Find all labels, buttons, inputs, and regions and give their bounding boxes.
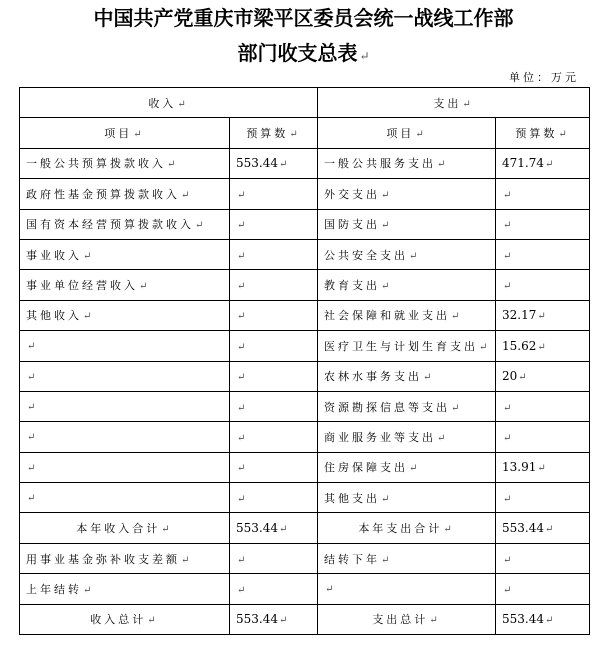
- income-item-label: ↵: [20, 391, 230, 421]
- expense-budget-value: 32.17↵: [496, 300, 590, 330]
- income-budget-value: ↵: [230, 574, 318, 604]
- income-budget-value: 553.44↵: [230, 148, 318, 178]
- unit-label: 单位：万元: [509, 71, 579, 84]
- expense-budget-value: 15.62↵: [496, 331, 590, 361]
- income-budget-value: ↵: [230, 300, 318, 330]
- expense-item-label: 教育支出↵: [318, 270, 496, 300]
- income-item-label: 本年收入合计↵: [20, 513, 230, 543]
- income-budget-value: 553.44↵: [230, 513, 318, 543]
- income-budget-value: 553.44↵: [230, 604, 318, 634]
- table-row: [20, 361, 590, 391]
- income-budget-value: ↵: [230, 483, 318, 513]
- income-budget-value: ↵: [230, 270, 318, 300]
- expense-item-label: 其他支出↵: [318, 483, 496, 513]
- table-row: [20, 239, 590, 269]
- year-total-row: [20, 513, 590, 543]
- expense-item-label: ↵: [318, 574, 496, 604]
- expense-item-label: 一般公共服务支出↵: [318, 148, 496, 178]
- income-budget-value: ↵: [230, 452, 318, 482]
- expense-budget-value: ↵: [496, 391, 590, 421]
- table-row: [20, 148, 590, 178]
- expense-item-label: 本年支出合计↵: [318, 513, 496, 543]
- income-item-label: 一般公共预算拨款收入↵: [20, 148, 230, 178]
- income-item-label: 国有资本经营预算拨款收入↵: [20, 209, 230, 239]
- expense-item-label: 农林水事务支出↵: [318, 361, 496, 391]
- grand-total-row: [20, 604, 590, 634]
- expense-item-label: 公共安全支出↵: [318, 239, 496, 269]
- expense-item-label: 外交支出↵: [318, 179, 496, 209]
- income-budget-value: ↵: [230, 239, 318, 269]
- expense-item-label: 结转下年↵: [318, 543, 496, 573]
- expense-item-label: 社会保障和就业支出↵: [318, 300, 496, 330]
- expense-item-label: 医疗卫生与计划生育支出↵: [318, 331, 496, 361]
- expense-budget-value: 13.91↵: [496, 452, 590, 482]
- income-budget-value: ↵: [230, 391, 318, 421]
- table-row: [20, 270, 590, 300]
- expense-item-header: 项目↵: [318, 118, 496, 148]
- income-item-label: 上年结转↵: [20, 574, 230, 604]
- income-budget-value: ↵: [230, 331, 318, 361]
- expense-item-label: 国防支出↵: [318, 209, 496, 239]
- income-item-label: 收入总计↵: [20, 604, 230, 634]
- table-row: [20, 574, 590, 604]
- expense-budget-header: 预算数↵: [496, 118, 590, 148]
- table-row: [20, 391, 590, 421]
- income-header: 收入↵: [20, 88, 318, 118]
- income-budget-value: ↵: [230, 422, 318, 452]
- expense-item-label: 资源勘探信息等支出↵: [318, 391, 496, 421]
- expense-header: 支出↵: [318, 88, 590, 118]
- income-item-label: 事业单位经营收入↵: [20, 270, 230, 300]
- table-row: [20, 209, 590, 239]
- table-row: [20, 483, 590, 513]
- income-item-label: ↵: [20, 331, 230, 361]
- income-budget-header: 预算数↵: [230, 118, 318, 148]
- income-item-label: 用事业基金弥补收支差额↵: [20, 543, 230, 573]
- expense-budget-value: ↵: [496, 483, 590, 513]
- income-budget-value: ↵: [230, 179, 318, 209]
- expense-budget-value: 553.44↵: [496, 604, 590, 634]
- expense-budget-value: ↵: [496, 239, 590, 269]
- table-row: [20, 452, 590, 482]
- income-item-label: ↵: [20, 483, 230, 513]
- income-item-label: 事业收入↵: [20, 239, 230, 269]
- expense-item-label: 商业服务业等支出↵: [318, 422, 496, 452]
- income-item-label: ↵: [20, 422, 230, 452]
- table-row: [20, 300, 590, 330]
- income-item-header: 项目↵: [20, 118, 230, 148]
- income-item-label: 其他收入↵: [20, 300, 230, 330]
- expense-budget-value: ↵: [496, 270, 590, 300]
- table-row: [20, 543, 590, 573]
- income-budget-value: ↵: [230, 361, 318, 391]
- table-row: [20, 179, 590, 209]
- income-item-label: ↵: [20, 361, 230, 391]
- expense-budget-value: ↵: [496, 179, 590, 209]
- page-subtitle: 部门收支总表 ↵: [237, 41, 370, 65]
- income-budget-value: ↵: [230, 543, 318, 573]
- expense-budget-value: 20↵: [496, 361, 590, 391]
- expense-item-label: 支出总计↵: [318, 604, 496, 634]
- expense-budget-value: ↵: [496, 422, 590, 452]
- column-header-row: [20, 118, 590, 148]
- expense-budget-value: ↵: [496, 543, 590, 573]
- section-header-row: [20, 88, 590, 118]
- table-row: [20, 422, 590, 452]
- table-row: [20, 331, 590, 361]
- expense-budget-value: 553.44↵: [496, 513, 590, 543]
- expense-budget-value: ↵: [496, 209, 590, 239]
- page-title: 中国共产党重庆市梁平区委员会统一战线工作部: [93, 6, 514, 30]
- expense-item-label: 住房保障支出↵: [318, 452, 496, 482]
- expense-budget-value: ↵: [496, 574, 590, 604]
- expense-budget-value: 471.74↵: [496, 148, 590, 178]
- income-item-label: 政府性基金预算拨款收入↵: [20, 179, 230, 209]
- budget-table: [19, 87, 590, 635]
- income-item-label: ↵: [20, 452, 230, 482]
- income-budget-value: ↵: [230, 209, 318, 239]
